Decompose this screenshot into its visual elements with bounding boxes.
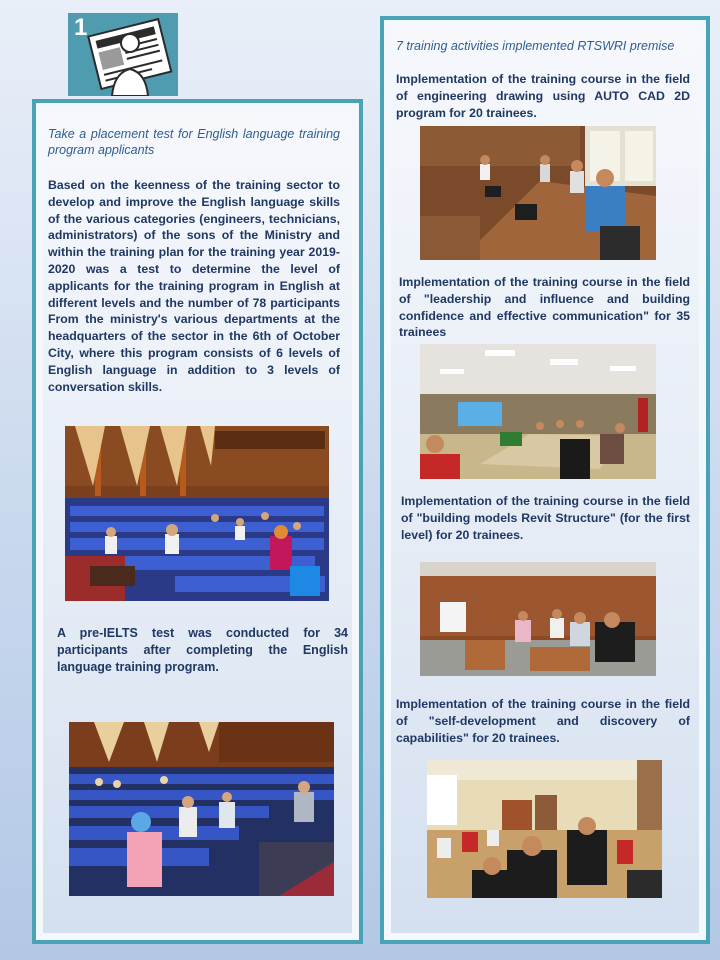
activity-item-3: Implementation of the training course in the field of "building models Revit Structure" (for the first level) for 20 trainees. (401, 494, 690, 542)
activity-item-4: Implementation of the training course in the field of "self-development and discovery of capabilities" for 20 trainees. (396, 697, 690, 745)
autocad-training-photo (420, 126, 656, 260)
activity-item-1: Implementation of the training course in the field of engineering drawing using AUTO CAD 2D program for 20 trainees. (396, 72, 690, 120)
pre-ielts-test-photo (69, 722, 334, 896)
section-number: 1 (74, 14, 88, 41)
leadership-training-photo (420, 344, 656, 479)
activity-item-2: Implementation of the training course in the field of "leadership and influence and building confidence and effective communication" for 35 trainees (399, 275, 690, 340)
left-heading: Take a placement test for English language training program applicants (48, 127, 340, 157)
left-caption: A pre-IELTS test was conducted for 34 participants after completing the English language training program. (57, 626, 348, 674)
auditorium-photo (65, 426, 329, 601)
newspaper-icon (68, 13, 178, 96)
section-number-badge (68, 13, 178, 96)
revit-training-photo (420, 562, 656, 676)
self-development-training-photo (427, 760, 662, 898)
right-heading: 7 training activities implemented RTSWRI premise (396, 39, 675, 53)
left-paragraph: Based on the keenness of the training sector to develop and improve the English language skills of the various categories (engineers, technicians, administrators) of the sons of the Ministry and within the training plan for the training year 2019-2020 was a test to determine the level of applicants for the training program in English at different levels and the number of 78 participants From the ministry's various departments at the headquarters of the sector in the 6th of October City, where this program consists of 6 levels of English language in addition to 3 levels of conversation skills. (48, 178, 340, 394)
